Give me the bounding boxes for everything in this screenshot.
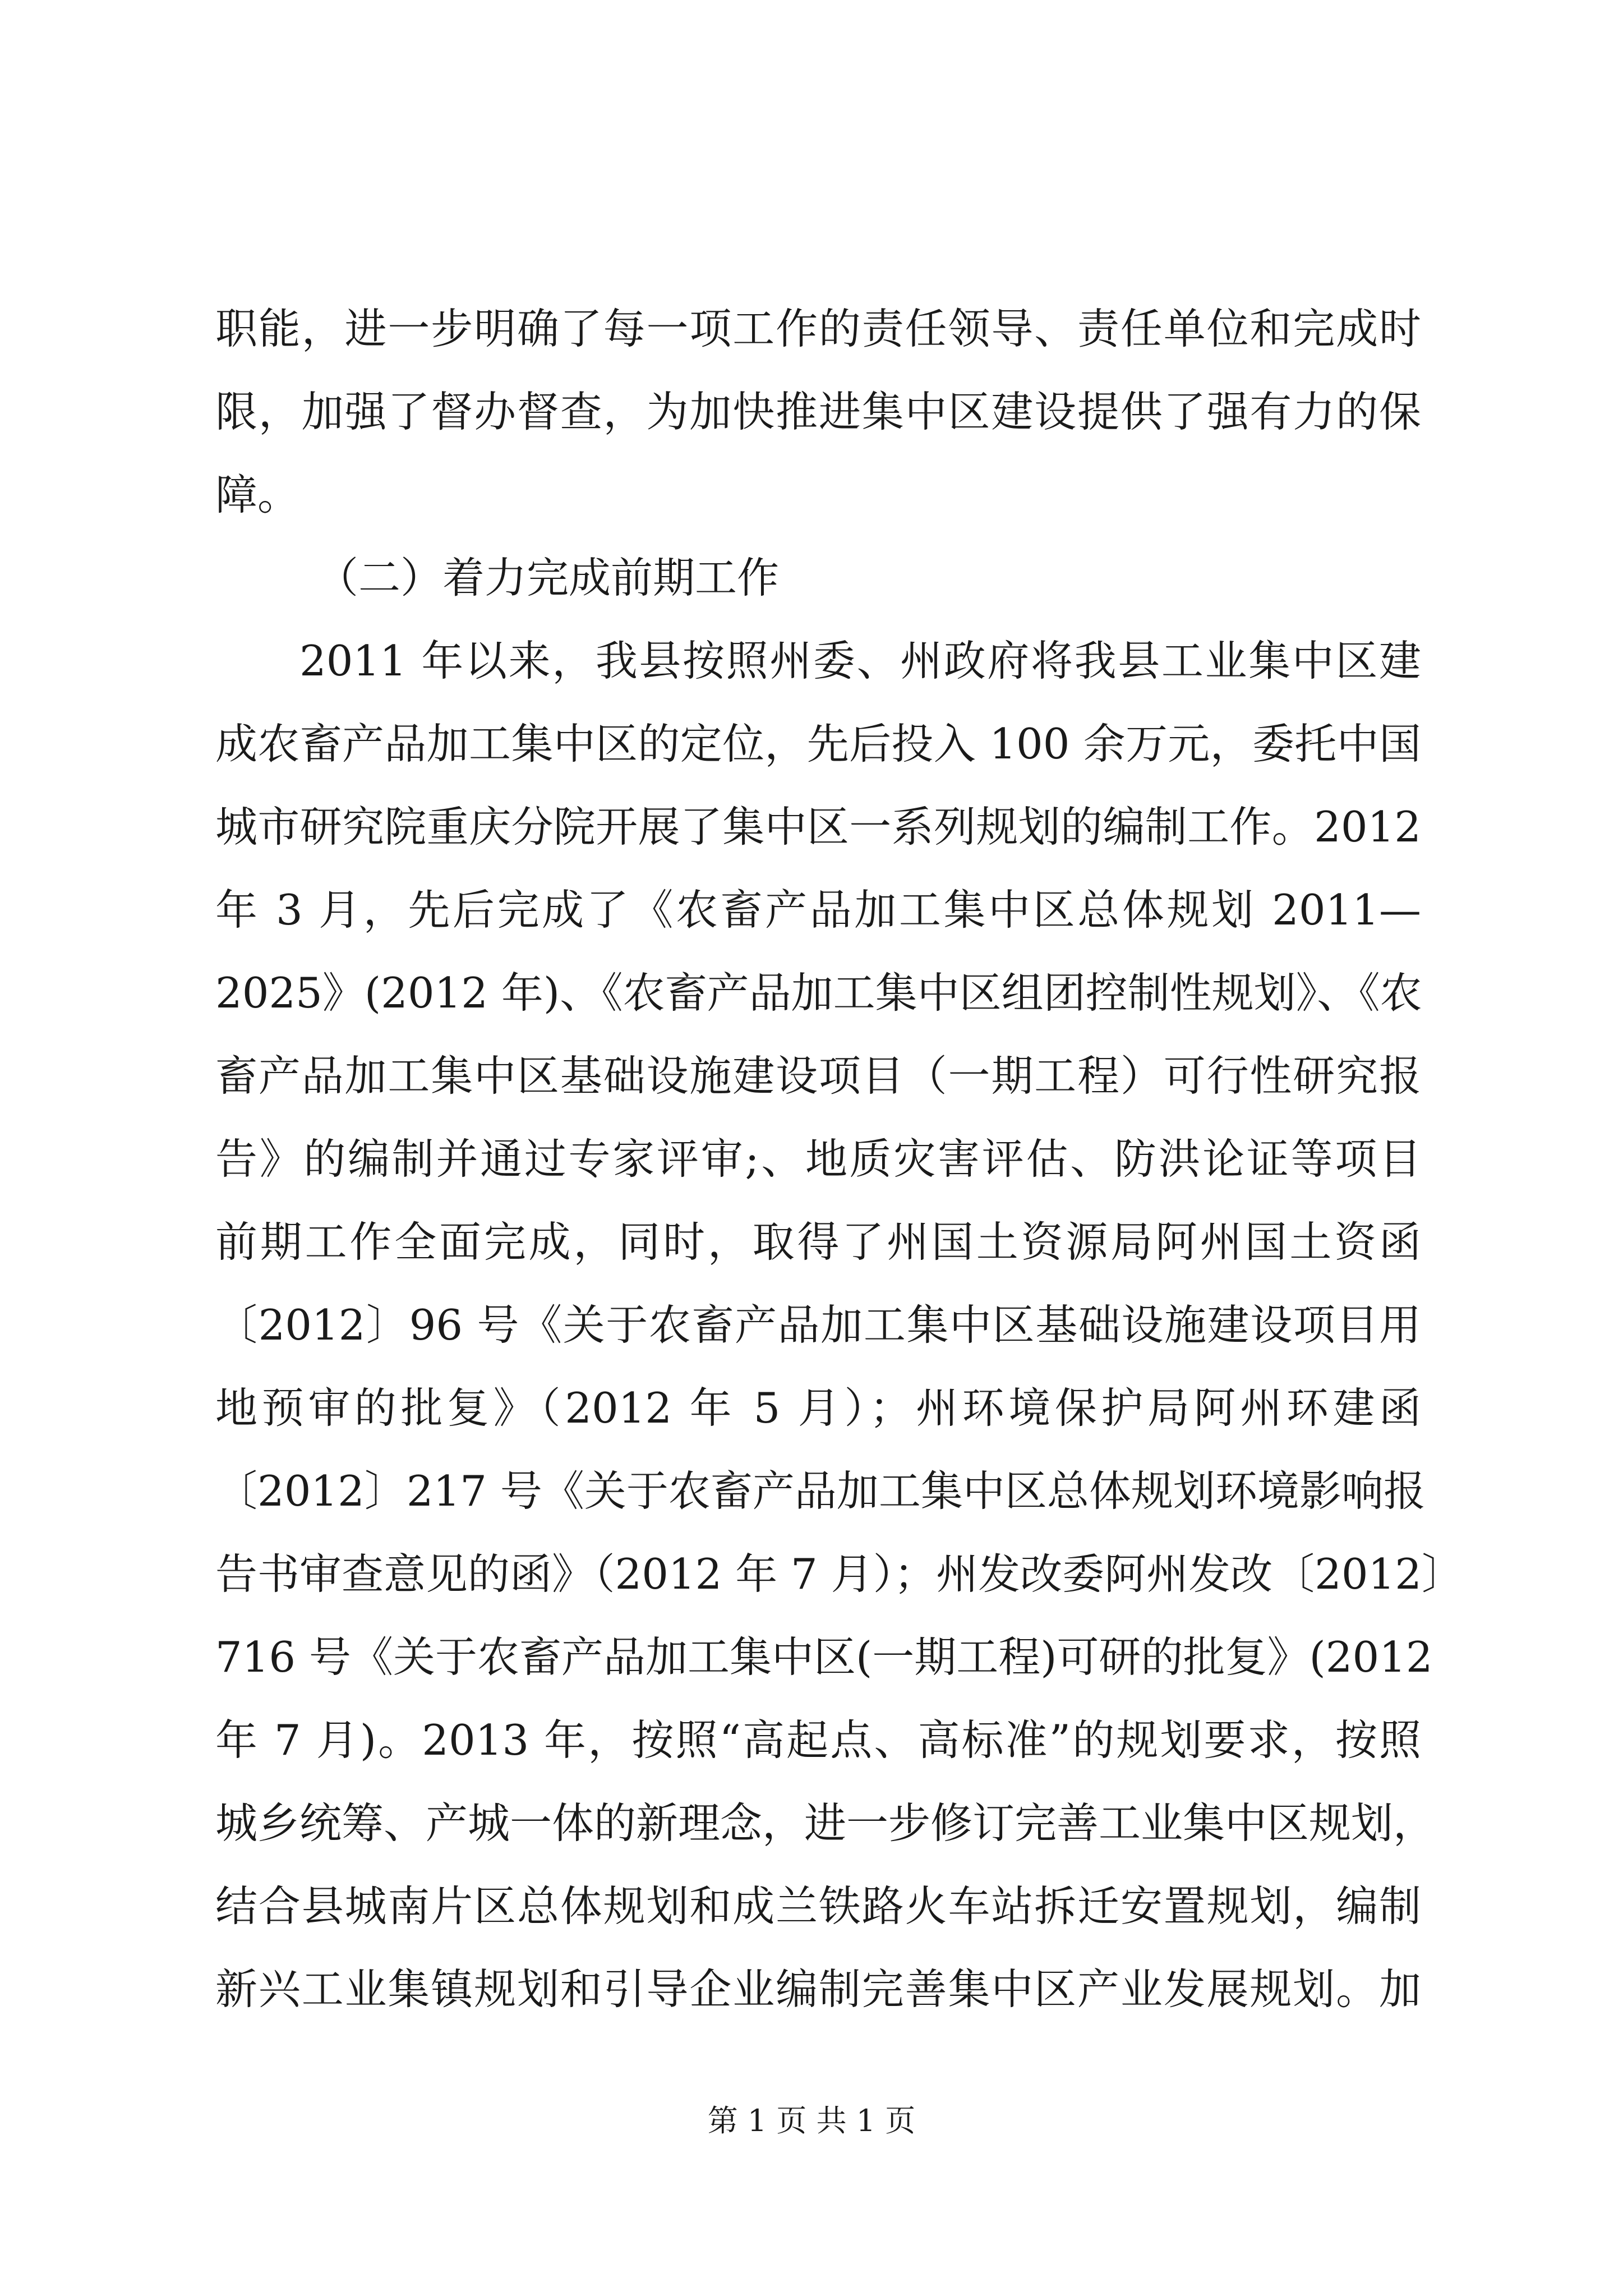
- text-line-6: 成农畜产品加工集中区的定位，先后投入 100 余万元，委托中国: [215, 719, 1421, 769]
- text-line-3: 障。: [215, 470, 300, 519]
- text-line-13: 〔2012〕96 号《关于农畜产品加工集中区基础设施建设项目用: [215, 1300, 1421, 1350]
- text-line-21: 新兴工业集镇规划和引导企业编制完善集中区产业发展规划。加: [215, 1964, 1421, 2014]
- text-line-18: 年 7 月)。2013 年，按照“高起点、高标准”的规划要求，按照: [215, 1715, 1421, 1765]
- text-line-8: 年 3 月，先后完成了《农畜产品加工集中区总体规划 2011—: [215, 885, 1421, 935]
- page-footer: 第 1 页 共 1 页: [707, 2103, 916, 2138]
- text-line-14: 地预审的批复》（2012 年 5 月）；州环境保护局阿州环建函: [215, 1383, 1421, 1433]
- section-heading: （二）着力完成前期工作: [316, 553, 780, 602]
- text-line-20: 结合县城南片区总体规划和成兰铁路火车站拆迁安置规划，编制: [215, 1881, 1421, 1931]
- text-line-11: 告》的编制并通过专家评审;、地质灾害评估、防洪论证等项目: [215, 1134, 1421, 1184]
- text-line-15: 〔2012〕217 号《关于农畜产品加工集中区总体规划环境影响报: [215, 1466, 1426, 1516]
- text-line-5: 2011 年以来，我县按照州委、州政府将我县工业集中区建: [299, 636, 1421, 685]
- body-text: [215, 302, 1464, 2045]
- text-line-16: 告书审查意见的函》（2012 年 7 月）；州发改委阿州发改〔2012〕: [215, 1549, 1464, 1599]
- text-line-9: 2025》(2012 年)、《农畜产品加工集中区组团控制性规划》、《农: [215, 968, 1422, 1018]
- text-line-2: 限，加强了督办督查，为加快推进集中区建设提供了强有力的保: [215, 387, 1421, 436]
- text-line-7: 城市研究院重庆分院开展了集中区一系列规划的编制工作。2012: [215, 802, 1421, 852]
- text-line-10: 畜产品加工集中区基础设施建设项目（一期工程）可行性研究报: [215, 1051, 1421, 1101]
- text-line-1: 职能，进一步明确了每一项工作的责任领导、责任单位和完成时: [215, 304, 1421, 353]
- text-line-17: 716 号《关于农畜产品加工集中区(一期工程)可研的批复》(2012: [215, 1632, 1433, 1682]
- text-line-12: 前期工作全面完成，同时，取得了州国土资源局阿州国土资函: [215, 1217, 1421, 1267]
- text-line-19: 城乡统筹、产城一体的新理念，进一步修订完善工业集中区规划，: [215, 1798, 1436, 1848]
